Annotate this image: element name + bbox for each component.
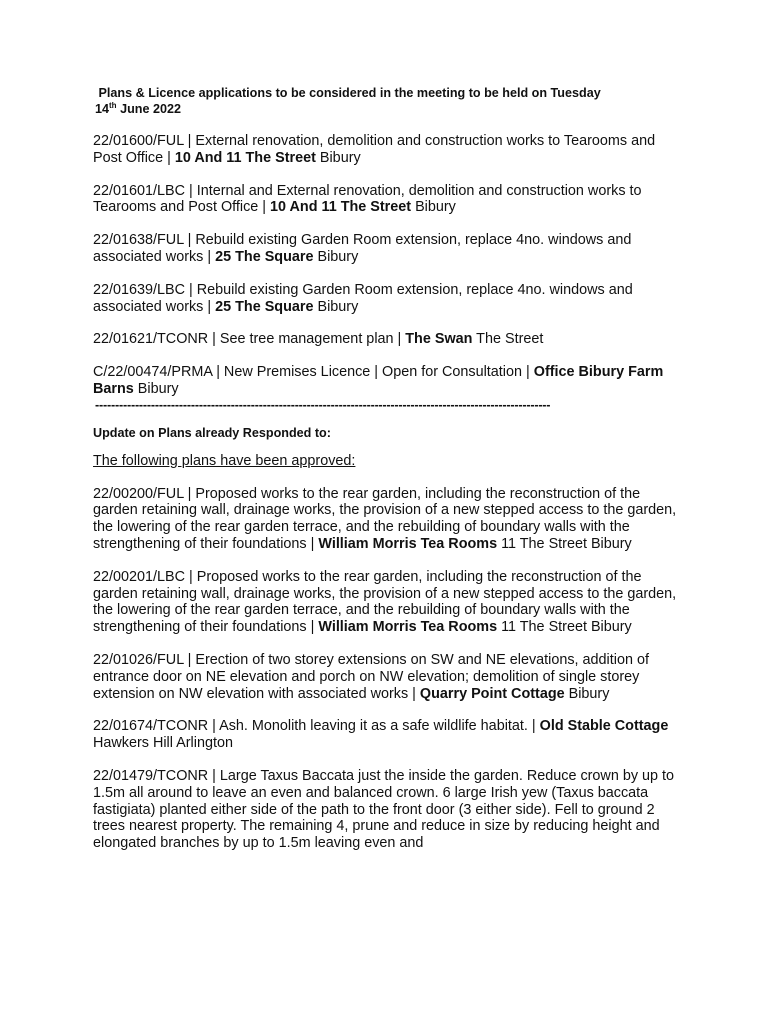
approved-entry: 22/00200/FUL | Proposed works to the rear garden, including the reconstruction of the garden retaining wall, drainage works, the provision of a new stepped access to the garden, the lowering of the rear garden terrace, and the rebuilding of boundary walls with the strengthening of their foundations | William Morris Tea Rooms 11 The Street Bibury	[93, 485, 677, 552]
application-entry: 22/01638/FUL | Rebuild existing Garden Room extension, replace 4no. windows and associated works | 25 The Square Bibury	[93, 232, 632, 265]
approved-heading: The following plans have been approved:	[93, 452, 356, 469]
approved-entry: 22/01674/TCONR | Ash. Monolith leaving it as a safe wildlife habitat. | Old Stable Cottage Hawkers Hill Arlington	[93, 718, 669, 752]
application-entry: 22/01639/LBC | Rebuild existing Garden Room extension, replace 4no. windows and associated works | 25 The Square Bibury	[93, 281, 633, 315]
document-page	[93, 86, 685, 868]
update-heading: Update on Plans already Responded to:	[93, 425, 331, 440]
meeting-heading-line2: 14th June 2022	[95, 100, 181, 116]
day-suffix: th	[109, 100, 117, 110]
meeting-heading-line1: Plans & Licence applications to be considered in the meeting to be held on Tuesday	[98, 86, 601, 100]
application-entry: 22/01621/TCONR | See tree management plan | The Swan The Street	[93, 331, 544, 348]
approved-entry: 22/01026/FUL | Erection of two storey extensions on SW and NE elevations, addition of entrance door on NE elevation and porch on NW elevation; demolition of single storey extension on NW elevation with associated works | Quarry Point Cottage Bibury	[93, 651, 649, 702]
meeting-heading	[95, 86, 685, 117]
application-entry: C/22/00474/PRMA | New Premises Licence | Open for Consultation | Office Bibury Farm Barns Bibury	[93, 364, 664, 397]
application-entry: 22/01600/FUL | External renovation, demolition and construction works to Tearooms and Post Office | 10 And 11 The Street Bibury	[93, 133, 656, 166]
section-divider: ------------------------------------------------------------------------------------------------------------------	[95, 397, 551, 412]
application-entry: 22/01601/LBC | Internal and External renovation, demolition and construction works to Tearooms and Post Office | 10 And 11 The Street Bibury	[93, 182, 642, 216]
approved-entry: 22/01479/TCONR | Large Taxus Baccata just the inside the garden. Reduce crown by up to 1.5m all around to leave an even and balanced crown. 6 large Irish yew (Taxus baccata fastigiata) planted either side of the path to the front door (3 either side). Fell to ground 2 trees nearest property. The remaining 4, prune and reduce in size by reducing height and elongated branches by up to 1.5m leaving even and	[93, 767, 675, 852]
approved-entry: 22/00201/LBC | Proposed works to the rear garden, including the reconstruction of the garden retaining wall, drainage works, the provision of a new stepped access to the garden, the lowering of the rear garden terrace, and the rebuilding of boundary walls with the strengthening of their foundations | William Morris Tea Rooms 11 The Street Bibury	[93, 568, 677, 636]
